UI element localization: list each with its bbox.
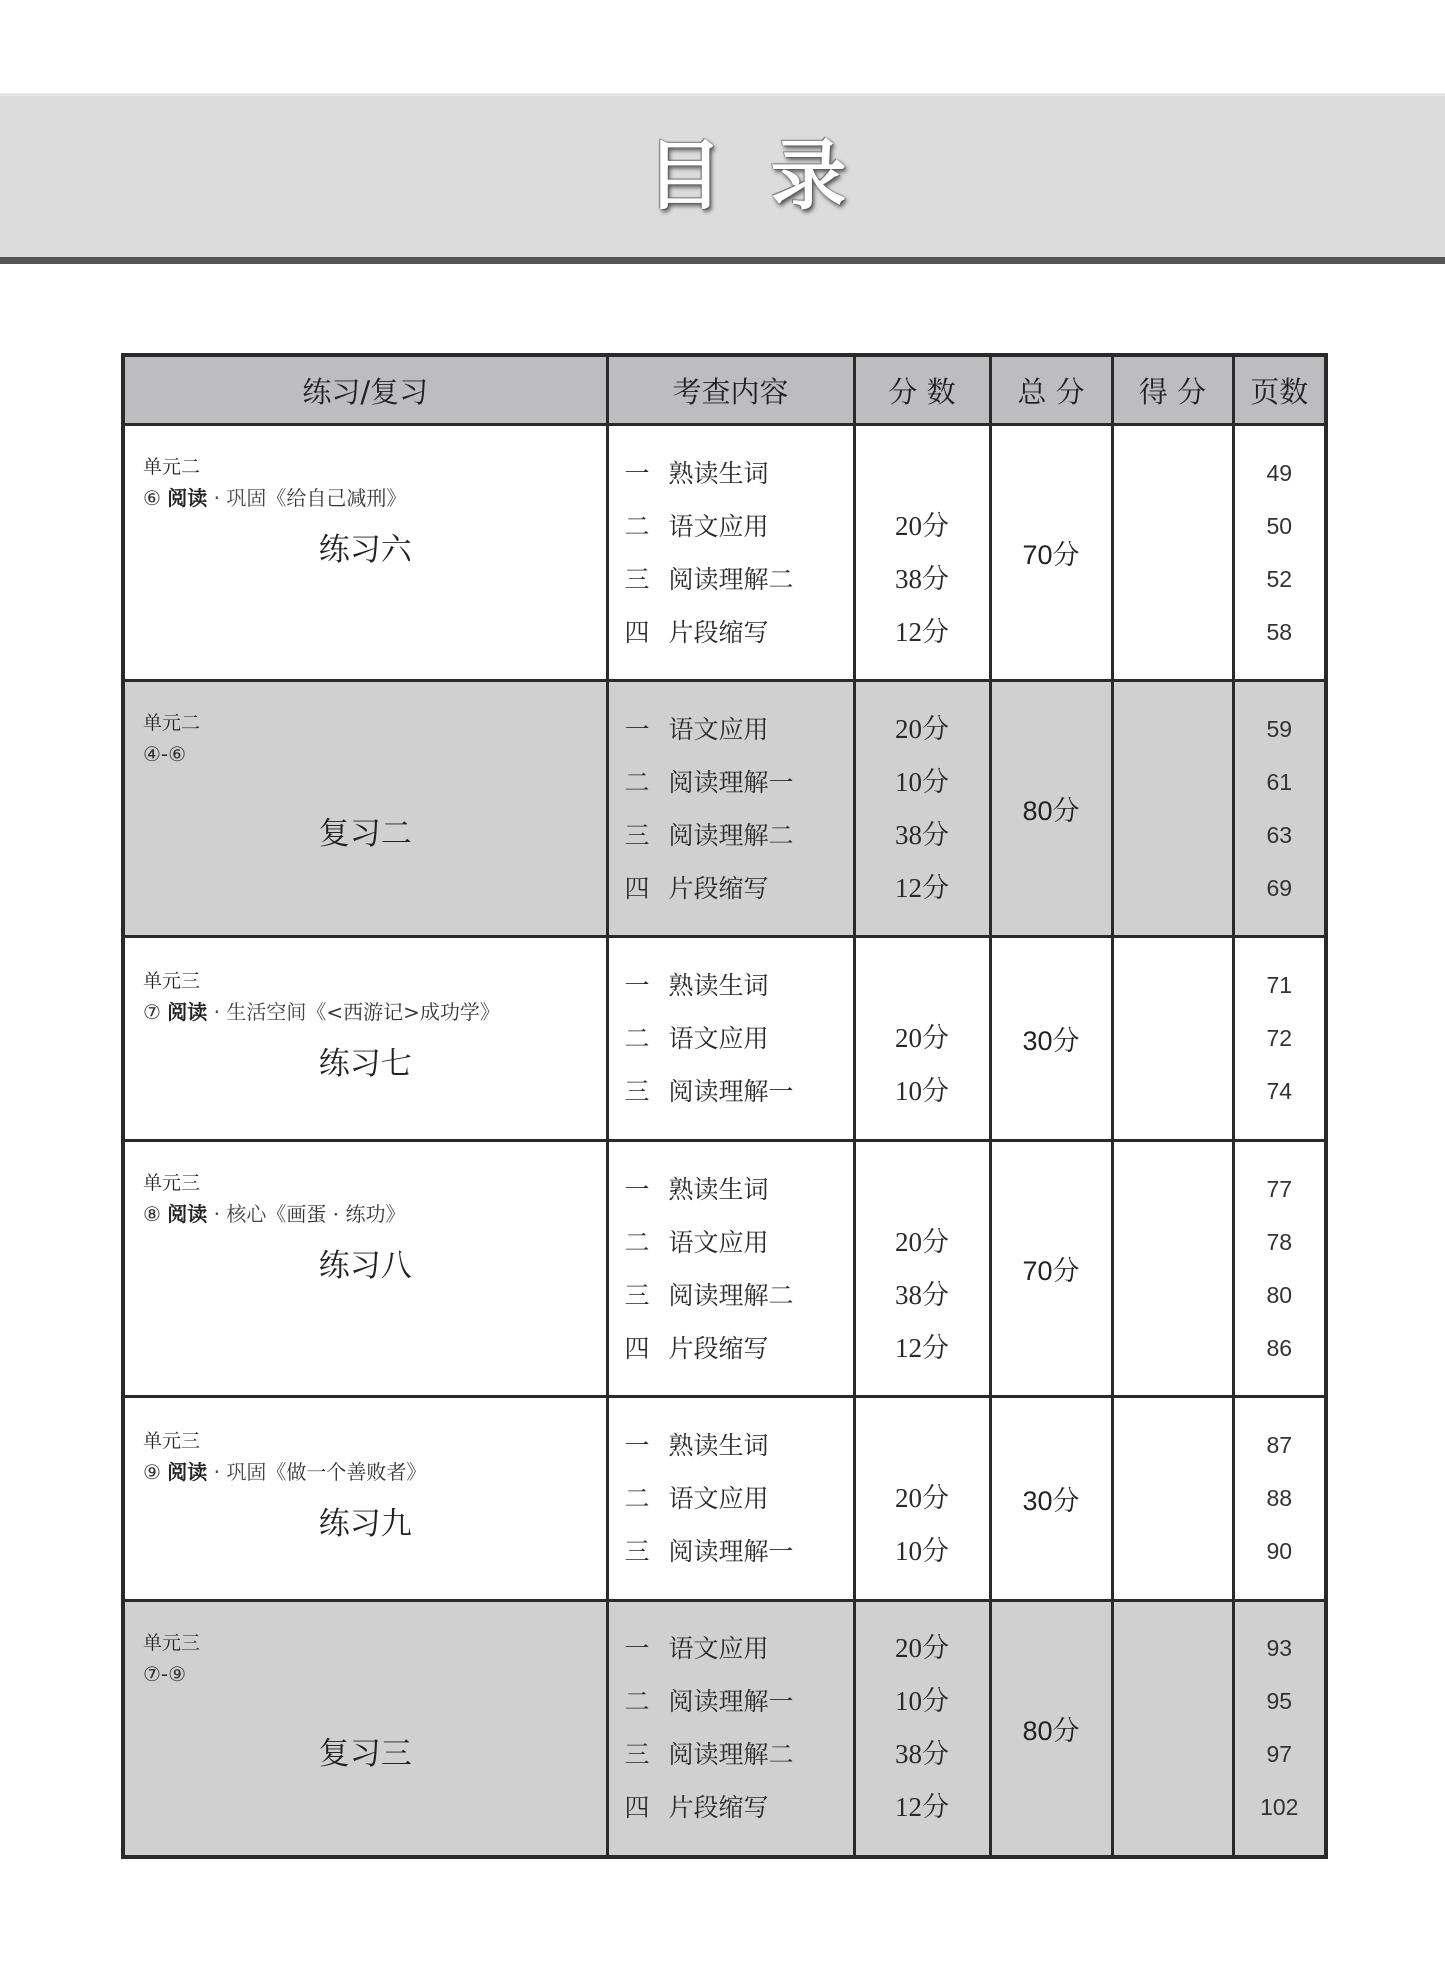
item-ordinal: 一	[624, 971, 650, 1000]
column-header-score: 分 数	[854, 355, 990, 425]
item-score: 10分	[895, 1686, 949, 1717]
item-score	[856, 1419, 989, 1472]
unit-label: 单元二	[143, 456, 201, 478]
table-row	[123, 425, 1326, 681]
item-name: 阅读理解一	[668, 1687, 794, 1717]
item-page-number[interactable]: 52	[1266, 565, 1293, 592]
item-ordinal: 三	[624, 1740, 650, 1770]
unit-label: 单元三	[143, 1430, 201, 1452]
item-page-number[interactable]: 50	[1266, 512, 1293, 539]
item-name: 阅读理解二	[668, 820, 794, 850]
exercise-cell	[123, 937, 607, 1141]
item-page-number[interactable]: 59	[1266, 715, 1293, 742]
item-ordinal: 三	[624, 564, 650, 594]
item-score: 20分	[895, 510, 949, 541]
lesson-line	[143, 996, 588, 1028]
content-cell	[607, 1397, 854, 1601]
unit-label: 单元三	[143, 970, 201, 992]
lesson-kind: 阅读	[167, 1202, 208, 1226]
content-item	[625, 703, 853, 756]
score-cell	[854, 1601, 990, 1857]
item-ordinal: 一	[624, 714, 650, 744]
page-cell	[1233, 681, 1326, 937]
obtained-score-field[interactable]	[1112, 937, 1233, 1141]
lesson-kind: 阅读	[167, 486, 208, 510]
lesson-line	[143, 1658, 588, 1690]
item-page-number[interactable]: 74	[1266, 1078, 1293, 1104]
item-ordinal: 一	[624, 1431, 650, 1460]
table-row	[123, 681, 1326, 937]
table-row	[123, 1601, 1326, 1857]
item-score: 20分	[895, 1023, 949, 1053]
item-score: 10分	[895, 1536, 949, 1566]
lesson-book-title: 《给自己减刑》	[266, 486, 407, 510]
item-page-number[interactable]: 97	[1266, 1741, 1293, 1768]
content-cell	[607, 1601, 854, 1857]
content-item	[625, 1728, 853, 1781]
item-score: 12分	[895, 1332, 949, 1363]
item-ordinal: 二	[624, 511, 650, 541]
table-header-row	[123, 355, 1326, 425]
item-name: 熟读生词	[668, 1431, 769, 1460]
item-name: 阅读理解二	[668, 1740, 794, 1770]
unit-label: 单元二	[143, 712, 201, 734]
item-name: 阅读理解一	[668, 1077, 794, 1106]
item-ordinal: 四	[624, 1793, 650, 1823]
item-score	[856, 959, 989, 1012]
item-page-number[interactable]: 78	[1266, 1228, 1293, 1255]
lesson-subtype: · 核心	[213, 1202, 267, 1226]
page-cell	[1233, 1397, 1326, 1601]
content-item	[625, 1781, 853, 1834]
score-cell	[854, 1141, 990, 1397]
lesson-number: ⑧	[143, 1202, 161, 1226]
total-score: 30分	[990, 1397, 1112, 1601]
item-page-number[interactable]: 80	[1266, 1281, 1293, 1308]
content-cell	[607, 937, 854, 1141]
exercise-title[interactable]: 练习七	[318, 1046, 412, 1082]
lesson-number: ⑨	[143, 1460, 161, 1484]
item-name: 语文应用	[668, 1024, 769, 1053]
item-score: 38分	[895, 819, 949, 850]
item-page-number[interactable]: 72	[1266, 1025, 1293, 1051]
column-header-page: 页数	[1233, 355, 1326, 425]
column-header-total: 总 分	[990, 355, 1112, 425]
content-item	[625, 1622, 853, 1675]
title-divider	[0, 257, 1445, 264]
page-title: 目录	[646, 131, 895, 220]
item-score: 12分	[895, 616, 949, 647]
total-score: 80分	[990, 1601, 1112, 1857]
lesson-number: ⑥	[143, 486, 161, 510]
item-ordinal: 三	[624, 1077, 650, 1106]
column-header-content: 考查内容	[607, 355, 854, 425]
exercise-cell	[123, 425, 607, 681]
content-item	[625, 1419, 853, 1472]
item-score: 20分	[895, 1483, 949, 1513]
content-item	[625, 1472, 853, 1525]
item-name: 阅读理解一	[668, 767, 794, 797]
lesson-number: ⑦	[143, 1000, 161, 1024]
item-page-number[interactable]: 69	[1266, 874, 1293, 901]
item-name: 熟读生词	[668, 1174, 769, 1204]
item-ordinal: 三	[624, 1280, 650, 1310]
item-name: 阅读理解二	[668, 1280, 794, 1310]
item-name: 语文应用	[668, 511, 769, 541]
content-item	[625, 1216, 853, 1269]
content-item	[625, 1065, 853, 1118]
obtained-score-field[interactable]	[1112, 1601, 1233, 1857]
item-name: 片段缩写	[668, 873, 769, 903]
table-row	[123, 1141, 1326, 1397]
item-name: 语文应用	[668, 1484, 769, 1513]
content-cell	[607, 1141, 854, 1397]
content-item	[625, 1525, 853, 1578]
content-item	[625, 1322, 853, 1375]
item-ordinal: 四	[624, 873, 650, 903]
item-score	[856, 1163, 989, 1216]
item-score: 38分	[895, 563, 949, 594]
lesson-line	[143, 1198, 588, 1230]
item-name: 片段缩写	[668, 1333, 769, 1363]
item-name: 片段缩写	[668, 617, 769, 647]
content-item	[625, 1012, 853, 1065]
obtained-score-field[interactable]	[1112, 1397, 1233, 1601]
item-page-number[interactable]: 95	[1266, 1688, 1293, 1715]
obtained-score-field[interactable]	[1112, 1141, 1233, 1397]
item-name: 语文应用	[668, 1634, 769, 1664]
item-ordinal: 二	[624, 1227, 650, 1257]
page-cell	[1233, 1141, 1326, 1397]
content-item	[625, 862, 853, 915]
item-page-number[interactable]: 61	[1266, 768, 1293, 795]
item-ordinal: 二	[624, 1687, 650, 1717]
content-item	[625, 500, 853, 553]
content-item	[625, 553, 853, 606]
contents-table	[121, 353, 1328, 1859]
item-name: 语文应用	[668, 714, 769, 744]
lesson-number: ④-⑥	[143, 742, 187, 766]
score-cell	[854, 681, 990, 937]
unit-label: 单元三	[143, 1172, 201, 1194]
item-page-number[interactable]: 49	[1266, 459, 1293, 486]
item-score: 20分	[895, 1226, 949, 1257]
column-header-exercise: 练习/复习	[123, 355, 607, 425]
item-ordinal: 二	[624, 1024, 650, 1053]
lesson-book-title: 《<西游记>成功学》	[306, 1000, 500, 1024]
item-ordinal: 三	[624, 820, 650, 850]
exercise-title[interactable]: 练习六	[318, 532, 412, 568]
item-name: 阅读理解一	[668, 1537, 794, 1566]
score-cell	[854, 937, 990, 1141]
lesson-subtype: · 巩固	[213, 486, 267, 510]
total-score: 70分	[990, 425, 1112, 681]
content-item	[625, 1675, 853, 1728]
exercise-cell	[123, 1397, 607, 1601]
total-score: 80分	[990, 681, 1112, 937]
content-item	[625, 1269, 853, 1322]
item-ordinal: 四	[624, 617, 650, 647]
item-page-number[interactable]: 63	[1266, 821, 1293, 848]
page-cell	[1233, 937, 1326, 1141]
lesson-subtype: · 生活空间	[213, 1000, 307, 1024]
item-name: 语文应用	[668, 1227, 769, 1257]
exercise-title[interactable]: 练习八	[318, 1248, 412, 1284]
content-item	[625, 1163, 853, 1216]
score-cell	[854, 1397, 990, 1601]
item-score: 12分	[895, 872, 949, 903]
lesson-line	[143, 738, 588, 770]
obtained-score-field[interactable]	[1112, 681, 1233, 937]
item-page-number[interactable]: 86	[1266, 1334, 1293, 1361]
column-header-obtained: 得 分	[1112, 355, 1233, 425]
table-row	[123, 1397, 1326, 1601]
item-score	[856, 447, 989, 500]
lesson-line	[143, 482, 588, 514]
page-cell	[1233, 425, 1326, 681]
item-score: 12分	[895, 1792, 949, 1823]
item-ordinal: 一	[624, 1174, 650, 1204]
total-score: 30分	[990, 937, 1112, 1141]
lesson-subtype: · 巩固	[213, 1460, 267, 1484]
item-ordinal: 一	[624, 458, 650, 488]
unit-label: 单元三	[143, 1632, 201, 1654]
exercise-title[interactable]: 复习二	[318, 816, 412, 852]
item-name: 阅读理解二	[668, 564, 794, 594]
content-item	[625, 809, 853, 862]
item-ordinal: 三	[624, 1537, 650, 1566]
item-ordinal: 四	[624, 1333, 650, 1363]
page-cell	[1233, 1601, 1326, 1857]
exercise-cell	[123, 1601, 607, 1857]
item-score: 38分	[895, 1279, 949, 1310]
exercise-cell	[123, 1141, 607, 1397]
item-page-number[interactable]: 58	[1266, 618, 1293, 645]
lesson-book-title: 《画蛋 · 练功》	[266, 1202, 406, 1226]
table-row	[123, 937, 1326, 1141]
content-item	[625, 756, 853, 809]
item-page-number[interactable]: 77	[1266, 1175, 1293, 1202]
item-ordinal: 二	[624, 767, 650, 797]
lesson-book-title: 《做一个善败者》	[266, 1460, 427, 1484]
item-page-number[interactable]: 88	[1266, 1485, 1293, 1511]
item-score: 10分	[895, 1076, 949, 1106]
item-score: 20分	[895, 1633, 949, 1664]
exercise-cell	[123, 681, 607, 937]
lesson-kind: 阅读	[167, 1460, 208, 1484]
exercise-title[interactable]: 复习三	[318, 1736, 412, 1772]
content-item	[625, 447, 853, 500]
lesson-number: ⑦-⑨	[143, 1662, 187, 1686]
item-score: 20分	[895, 713, 949, 744]
item-score: 38分	[895, 1739, 949, 1770]
content-cell	[607, 681, 854, 937]
item-page-number[interactable]: 90	[1266, 1538, 1293, 1564]
exercise-title[interactable]: 练习九	[318, 1506, 412, 1542]
lesson-line	[143, 1456, 588, 1488]
item-score: 10分	[895, 766, 949, 797]
item-page-number[interactable]: 93	[1266, 1635, 1293, 1662]
item-page-number[interactable]: 87	[1266, 1432, 1293, 1458]
item-ordinal: 二	[624, 1484, 650, 1513]
lesson-kind: 阅读	[167, 1000, 208, 1024]
item-name: 片段缩写	[668, 1793, 769, 1823]
score-cell	[854, 425, 990, 681]
item-name: 熟读生词	[668, 458, 769, 488]
content-cell	[607, 425, 854, 681]
item-page-number[interactable]: 102	[1260, 1794, 1299, 1821]
content-item	[625, 606, 853, 659]
obtained-score-field[interactable]	[1112, 425, 1233, 681]
item-name: 熟读生词	[668, 971, 769, 1000]
total-score: 70分	[990, 1141, 1112, 1397]
item-page-number[interactable]: 71	[1266, 972, 1293, 998]
content-item	[625, 959, 853, 1012]
item-ordinal: 一	[624, 1634, 650, 1664]
